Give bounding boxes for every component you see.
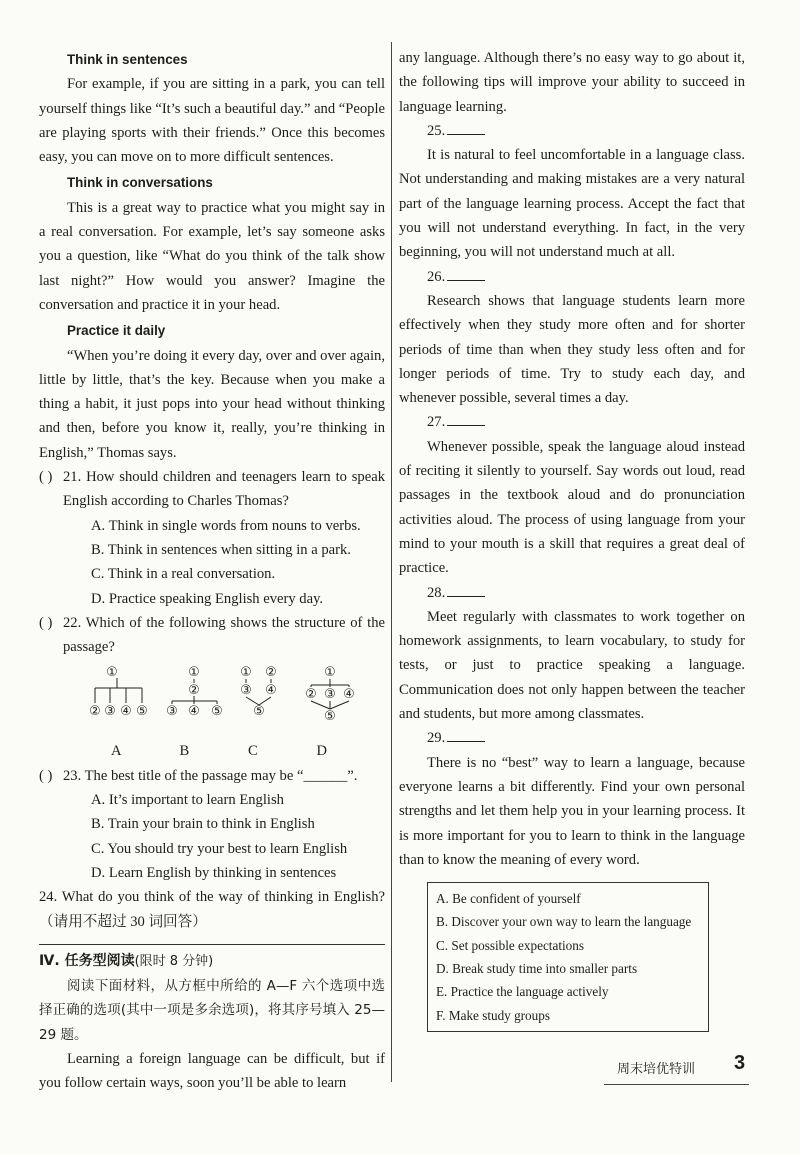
passage-intro-continued: any language. Although there’s no easy way to go about it, the following tips will improve your ability to succeed in language learning. xyxy=(399,50,745,115)
paragraph-sentences: For example, if you are sitting in a park, you can tell yourself things like “It’s such a beautiful day.” and “People are playing sports with their friends.” Once this becomes easy, you can move on to more difficult sentences. xyxy=(39,76,385,166)
blank-28-line[interactable] xyxy=(447,582,485,597)
paragraph-27: Whenever possible, speak the language aloud instead of reciting it silently to yourself. Say words out loud, read passages in the textbook aloud and do pronunciation activities aloud. The process of using language from your mind to your mouth is a skill that requires a great deal of practice. xyxy=(399,438,745,577)
structure-label-c[interactable]: C xyxy=(248,743,258,760)
blank-27 xyxy=(399,410,745,434)
section-iv-time-limit: (限时 8 分钟) xyxy=(134,953,214,969)
paragraph-28: Meet regularly with classmates to work together on homework assignments, to learn vocabulary, to study for tests, or just to practice speaking a language. Communication does not only happen between the teacher and students, but more among classmates. xyxy=(399,608,745,723)
structure-label-a[interactable]: A xyxy=(111,743,122,760)
blank-29-number: 29. xyxy=(427,730,446,747)
node: ① xyxy=(240,665,252,681)
answer-bracket-23[interactable]: ( ) xyxy=(39,767,53,784)
answer-bracket-22[interactable]: ( ) xyxy=(39,614,53,631)
question-23 xyxy=(39,764,385,788)
node: ④ xyxy=(265,683,277,699)
option-a: A. Be confident of yourself xyxy=(436,891,581,907)
right-column xyxy=(399,46,745,1032)
passage-intro: Learning a foreign language can be difficult, but if you follow certain ways, soon you’ll be able to learn xyxy=(39,1050,385,1092)
node: ② xyxy=(265,665,277,681)
blank-26-line[interactable] xyxy=(447,266,485,281)
node: ⑤ xyxy=(253,704,265,720)
option-e: E. Practice the language actively xyxy=(436,984,609,1000)
question-21-text: 21. How should children and teenagers learn to speak English according to Charles Thomas? xyxy=(63,469,385,510)
q21-option-a: A. Think in single words from nouns to verbs. xyxy=(91,517,361,534)
question-23-text: 23. The best title of the passage may be “______”. xyxy=(63,767,358,784)
footer-rule xyxy=(604,1084,749,1085)
diagram-c xyxy=(240,665,277,719)
node: ① xyxy=(324,665,336,681)
option-c: C. Set possible expectations xyxy=(436,937,584,953)
heading-think-in-conversations: Think in conversations xyxy=(67,175,213,191)
node: ④ xyxy=(188,704,200,720)
node: ④ xyxy=(120,704,132,720)
q23-option-c: C. You should try your best to learn English xyxy=(91,840,348,857)
node: ① xyxy=(106,665,118,681)
blank-29-line[interactable] xyxy=(447,727,485,742)
diagram-a xyxy=(89,665,148,719)
node: ⑤ xyxy=(136,704,148,720)
section-iv xyxy=(39,944,385,1096)
footer-label: 周末培优特训 xyxy=(617,1062,696,1077)
node: ③ xyxy=(324,687,336,703)
node: ③ xyxy=(166,704,178,720)
structure-diagrams xyxy=(39,663,385,735)
node: ⑤ xyxy=(324,709,336,725)
structure-labels xyxy=(39,739,385,763)
answer-bracket-21[interactable]: ( ) xyxy=(39,469,53,486)
paragraph-29: There is no “best” way to learn a language, because everyone learns a bit differently. Find your own personal strengths and let them help you in your learning process. It is more important for you to learn to think in the language than to know the meaning of every word. xyxy=(399,754,745,868)
q23-option-d: D. Learn English by thinking in sentences xyxy=(91,864,337,881)
blank-29 xyxy=(399,726,745,750)
paragraph-26: Research shows that language students learn more effectively when they study more often and for shorter periods of time than when they study less often and for longer periods of time. Try to study each day, and whenever possible, several times a day. xyxy=(399,292,745,407)
node: ⑤ xyxy=(211,704,223,720)
question-24-text: 24. What do you think of the way of thinking in English?（请用不超过 30 词回答） xyxy=(39,889,385,930)
diagram-b xyxy=(166,665,223,719)
column-divider xyxy=(391,42,392,1082)
blank-25-line[interactable] xyxy=(447,120,485,135)
node: ② xyxy=(305,687,317,703)
blank-25-number: 25. xyxy=(427,122,446,139)
blank-26 xyxy=(399,265,745,289)
structure-diagrams-svg xyxy=(39,663,385,735)
question-21 xyxy=(39,465,385,514)
q23-option-b: B. Train your brain to think in English xyxy=(91,816,315,833)
diagram-d xyxy=(305,665,355,724)
blank-28-number: 28. xyxy=(427,584,446,601)
section-iv-title-text: Ⅳ. 任务型阅读 xyxy=(39,952,135,969)
blank-27-line[interactable] xyxy=(447,411,485,426)
blank-27-number: 27. xyxy=(427,414,446,431)
left-column xyxy=(39,46,385,1096)
node: ③ xyxy=(240,683,252,699)
paragraph-practice-daily: “When you’re doing it every day, over and over again, little by little, that’s the key. Because when you make a thing a habit, it just pops into your head without thinking and then, before you know it, really, you’re thinking in English,” Thomas says. xyxy=(39,347,385,461)
heading-think-in-sentences: Think in sentences xyxy=(67,52,188,67)
question-22-text: 22. Which of the following shows the structure of the passage? xyxy=(63,614,385,656)
q21-option-b: B. Think in sentences when sitting in a park. xyxy=(91,541,351,558)
page-number: 3 xyxy=(734,1052,746,1074)
q21-option-d: D. Practice speaking English every day. xyxy=(91,590,324,607)
paragraph-25: It is natural to feel uncomfortable in a language class. Not understanding and making mistakes are a very natural part of the language learning process. Accept the fact that you will not understand everything. In fact, in the very beginning, you will not understand much at all. xyxy=(399,147,745,261)
blank-25 xyxy=(399,119,745,143)
node: ② xyxy=(188,683,200,699)
node: ① xyxy=(188,665,200,681)
node: ② xyxy=(89,704,101,720)
options-box xyxy=(427,882,709,1032)
section-iv-instruction: 阅读下面材料，从方框中所给的 A—F 六个选项中选择正确的选项(其中一项是多余选项)，将其序号填入 25—29 题。 xyxy=(39,978,385,1043)
question-22 xyxy=(39,611,385,660)
heading-practice-daily: Practice it daily xyxy=(67,323,166,339)
option-d: D. Break study time into smaller parts xyxy=(436,960,638,976)
structure-label-b[interactable]: B xyxy=(179,743,190,760)
paragraph-conversations: This is a great way to practice what you might say in a real conversation. For example, let’s say someone asks you a question, like “What do you think of the talk show last night?” How would you answer? Imagine the conversation and practice it in your head. xyxy=(39,199,385,313)
option-b: B. Discover your own way to learn the language xyxy=(436,914,692,930)
blank-28 xyxy=(399,581,745,605)
structure-label-d[interactable]: D xyxy=(316,743,328,760)
q21-option-c: C. Think in a real conversation. xyxy=(91,566,276,583)
q23-option-a: A. It’s important to learn English xyxy=(91,792,284,809)
section-iv-title xyxy=(39,949,385,974)
option-f: F. Make study groups xyxy=(436,1007,550,1023)
node: ④ xyxy=(343,687,355,703)
blank-26-number: 26. xyxy=(427,268,446,285)
node: ③ xyxy=(104,704,116,720)
